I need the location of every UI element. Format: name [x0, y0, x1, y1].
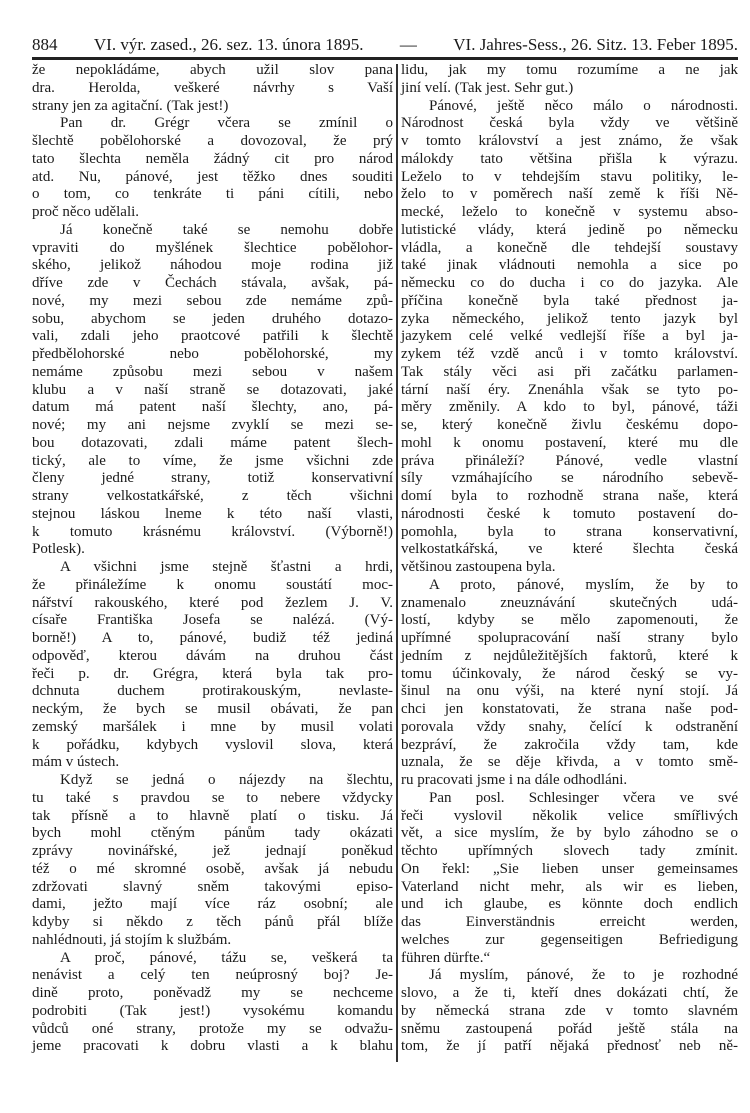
text-line: Leželo to v tehdejším stavu politiky, le- — [401, 168, 738, 185]
text-line: že přináležíme k onomu soustátí moc- — [32, 576, 393, 593]
text-line: mecké, leželo to konečně v systemu abso- — [401, 204, 738, 220]
text-line: datum má patent naší šlechty, ano, pá- — [32, 399, 393, 416]
text-line: Národnost česká byla vždy ve většině — [401, 115, 738, 132]
header-czech: VI. výr. zased., 26. sez. 13. února 1895. — [93, 35, 364, 54]
text-line: strany velkostatkářské, z těch všichni — [32, 488, 393, 504]
text-line: také jinak vládnouti nemohla a sice po — [401, 257, 738, 274]
text-line: lostí, kdyby se mělo zapomenouti, že — [401, 612, 738, 629]
paragraph — [32, 222, 393, 559]
text-line: welches zur gegenseitigen Befriedigung — [401, 931, 738, 948]
text-line: nářství rakouského, které pod žezlem J. V. — [32, 594, 393, 611]
text-line: nemáme způsobu mezi sebou v našem — [32, 363, 393, 380]
text-line: vali, zdali jeho praotcové patřili k šlechtě — [32, 328, 393, 345]
text-line: předbělohorské nebo pobělohorské, my — [32, 346, 393, 362]
text-line: dami, ježto mají více ráz osobní; ale — [32, 896, 393, 913]
text-line: uznala, že se děje křivda, a v tomto smě- — [401, 754, 738, 771]
text-line: těchto upřímných slovech tady zmínit. — [401, 843, 738, 859]
text-line: vládla, a konečně dle tehdejší soustavy — [401, 239, 738, 256]
paragraph — [401, 62, 738, 98]
text-line: kdyby si někdo z těch pánů přál blíže — [32, 914, 393, 930]
text-line: tární naší éry. Znenáhla však se tyto po- — [401, 381, 738, 398]
text-line: lidu, jak my tomu rozumíme a ne jak — [401, 62, 738, 78]
text-line: znamenalo zneuznávání skutečných udá- — [401, 594, 738, 611]
text-line: řeči p. dr. Grégra, která byla tak pro- — [32, 665, 393, 682]
text-line: das Einverständnis erreicht werden, — [401, 914, 738, 930]
text-line: domí byla to rozhodně strana naše, která — [401, 488, 738, 504]
running-header — [32, 35, 738, 55]
text-line: zykem též vzdě anců i v tomto království. — [401, 346, 738, 362]
text-line: k pořádku, kdybych vyslovil slova, která — [32, 736, 393, 753]
text-line: atd. Nu, pánové, jest těžko dnes souditi — [32, 168, 393, 185]
text-line: ru pracovati jsme i na dále odhodláni. — [401, 772, 628, 788]
left-column — [32, 62, 393, 1056]
page-number: 884 — [32, 35, 58, 54]
text-line: německu co do ducha i co do jazyka. Ale — [401, 275, 738, 291]
text-line: podrobiti (Tak jest!) vysokému komandu — [32, 1002, 393, 1019]
text-line: málokdy tato většina přišla k výrazu. — [401, 150, 738, 167]
text-line: mohl k onomu postavení, které mu dle — [401, 434, 738, 451]
text-line: Pan dr. Grégr včera se zmínil o — [60, 115, 393, 132]
text-line: Když se jedná o nájezdy na šlechtu, — [60, 772, 393, 788]
text-line: práva přináleží? Pánové, vedle vlastní — [401, 452, 738, 469]
text-line: zyka německého, jelikož tento jazyk byl — [401, 310, 738, 327]
text-line: by německá strana zde v tomto slavném — [401, 1002, 738, 1019]
paragraph — [32, 772, 393, 950]
text-line: Vaterland nicht mehr, als wir es lieben, — [401, 878, 738, 895]
text-line: šlechtě pobělohorské a dovozoval, že prý — [32, 133, 393, 149]
text-line: nové; my ani nejsme zvyklí se mezi se- — [32, 417, 393, 433]
text-line: Já konečně také se nemohu dobře — [60, 221, 393, 238]
text-line: k tomuto krásnému království. (Výborně!) — [32, 523, 393, 540]
text-line: Pánové, ještě něco málo o národnosti. — [429, 97, 738, 114]
text-line: strany jen za agitační. (Tak jest!) — [32, 97, 229, 114]
paragraph — [32, 115, 393, 222]
text-line: bezpráví, že zakročila vždy tam, kde — [401, 736, 738, 753]
text-line: führen dürfte.“ — [401, 949, 491, 966]
text-line: sněmu zastoupená pořád ještě stála na — [401, 1020, 738, 1037]
header-rule — [32, 57, 738, 60]
text-line: šinul na onu výši, na které nyní stojí. Já — [401, 683, 738, 700]
text-line: neckým, že bych se musil obávati, že pan — [32, 701, 393, 717]
text-line: und ich glaube, es könnte doch endlich — [401, 896, 738, 913]
text-line: vět, a sice myslím, že by bylo záhodno se o — [401, 825, 738, 842]
text-line: borně!) A to, pánové, budiž též jediná — [32, 630, 393, 646]
text-line: řeči vyslovil několik velice smířlivých — [401, 807, 738, 824]
text-line: A proto, pánové, myslím, že by to — [429, 576, 738, 593]
text-line: nové, my mezi sebou zde nemáme způ- — [32, 292, 393, 309]
text-line: ského, jelikož náhodou moje rodina již — [32, 257, 393, 274]
text-line: chci jen konstatovati, že strana naše pod- — [401, 701, 738, 717]
text-line: dině proto, poněvadž my se nechceme — [32, 985, 393, 1001]
paragraph — [401, 98, 738, 577]
text-line: sobu, abychom se jeden druhého dotazo- — [32, 310, 393, 327]
text-line: tato šlechta neměla žádný cit pro národ — [32, 150, 393, 167]
right-column — [401, 62, 738, 1056]
text-line: upřímné spolupracování naší strany bylo — [401, 630, 738, 646]
paragraph — [32, 559, 393, 772]
text-line: většinou zastoupena byla. — [401, 559, 556, 575]
text-line: vůdců oné strany, protože my se odvažu- — [32, 1020, 393, 1037]
paragraph — [401, 577, 738, 790]
header-german: VI. Jahres-Sess., 26. Sitz. 13. Feber 1895. — [453, 35, 738, 54]
text-line: tický, ale to víme, že jsme všichni zde — [32, 452, 393, 469]
paragraph — [401, 967, 738, 1056]
text-line: odpověď, kterou dávám na druhou část — [32, 647, 393, 664]
text-line: nahlédnouti, já stojím k službám. — [32, 931, 232, 948]
text-line: Já myslím, pánové, že to je rozhodné — [429, 967, 738, 984]
text-line: členy jedné strany, totiž konservativní — [32, 470, 393, 487]
text-line: měry změnily. A kdo to byl, pánové, táži — [401, 399, 738, 416]
text-line: A všichni jsme stejně šťastni a hrdi, — [60, 559, 393, 575]
text-line: dchnuta duchem protirakouským, nevlaste- — [32, 683, 393, 700]
text-line: A proč, pánové, tážu se, veškerá ta — [60, 949, 393, 966]
paragraph — [401, 790, 738, 968]
text-line: slovo, a že ti, kteří dnes dokázati chtí, že — [401, 985, 738, 1001]
paragraph — [32, 950, 393, 1057]
text-line: jedním z nejdůležitějších faktorů, které k — [401, 647, 738, 664]
text-line: lutistické vlády, která jedině po německu — [401, 221, 738, 238]
text-line: národnosti české k tomuto postavení do- — [401, 505, 738, 522]
text-line: tu také s pravdou se to nebere vždycky — [32, 789, 393, 806]
text-line: nenávist a celý ten neúprosný boj? Je- — [32, 967, 393, 984]
text-line: tomu účinkovaly, že národ český se vy- — [401, 665, 738, 682]
text-line: zdržovati slavný sněm takovými episo- — [32, 878, 393, 895]
text-line: síly vzmáhajícího se národního sebevě- — [401, 470, 738, 487]
text-line: bou dotazovati, zdali máme patent šlech- — [32, 434, 393, 451]
text-line: jazykem celé velké vedlejší říše a byl ja- — [401, 328, 738, 345]
text-line: zprávy novinářské, jež jednají poněkud — [32, 843, 393, 859]
text-line: císaře Františka Josefa se nalézá. (Vý- — [32, 612, 393, 629]
text-line: se, který konečně živlu českému dopo- — [401, 417, 738, 433]
text-line: dra. Herolda, veškeré návrhy s Vaší — [32, 79, 393, 96]
text-line: jeme pracovati k dobru vlasti a k blahu — [32, 1038, 393, 1055]
text-line: proč něco udělali. — [32, 204, 140, 220]
column-divider — [396, 64, 398, 1062]
text-line: bych mohl ctěným pánům tady okázati — [32, 825, 393, 842]
text-line: klubu a v naší straně se dotazovati, jaké — [32, 381, 393, 398]
text-line: vpraviti do myšlének šlechtice pobělohor- — [32, 239, 393, 256]
text-line: On řekl: „Sie lieben unser gemeinsames — [401, 860, 738, 877]
text-line: příčina konečně byla také přednost ja- — [401, 292, 738, 309]
text-line: tom, že jí patří nějaká přednosť neb ně- — [401, 1038, 738, 1055]
text-line: mám v ústech. — [32, 754, 120, 771]
text-line: dříve zde v Čechách stávala, avšak, pá- — [32, 275, 393, 291]
text-line: Potlesk). — [32, 541, 85, 558]
text-line: jiní velí. (Tak jest. Sehr gut.) — [401, 79, 574, 96]
text-line: porovala vždy snahy, čelící k odstranění — [401, 718, 738, 735]
text-line: velkostatkářská, ve které šlechta česká — [401, 541, 738, 558]
paragraph — [32, 62, 393, 115]
text-line: zemský maršálek i mne by musil volati — [32, 718, 393, 735]
text-line: pomohla, byla to strana konservativní, — [401, 523, 738, 540]
text-line: Tak stály věci asi při začátku parlamen- — [401, 363, 738, 380]
text-line: Pan posl. Schlesinger včera ve své — [429, 789, 738, 806]
header-separator: — — [399, 35, 417, 54]
text-line: v tomto království a jest známo, že však — [401, 133, 738, 149]
text-line: želo to v poměrech naší země k říši Ně- — [401, 186, 738, 203]
text-line: stejnou láskou lneme k této naší vlasti, — [32, 505, 393, 522]
text-line: též o mé skromné osobě, avšak já nebudu — [32, 860, 393, 877]
text-line: že nepokládáme, abych užil slov pana — [32, 62, 393, 78]
text-line: o tom, co tenkráte ti páni cítili, nebo — [32, 186, 393, 203]
text-line: tak přísně a to hlavně platí o tisku. Já — [32, 807, 393, 824]
